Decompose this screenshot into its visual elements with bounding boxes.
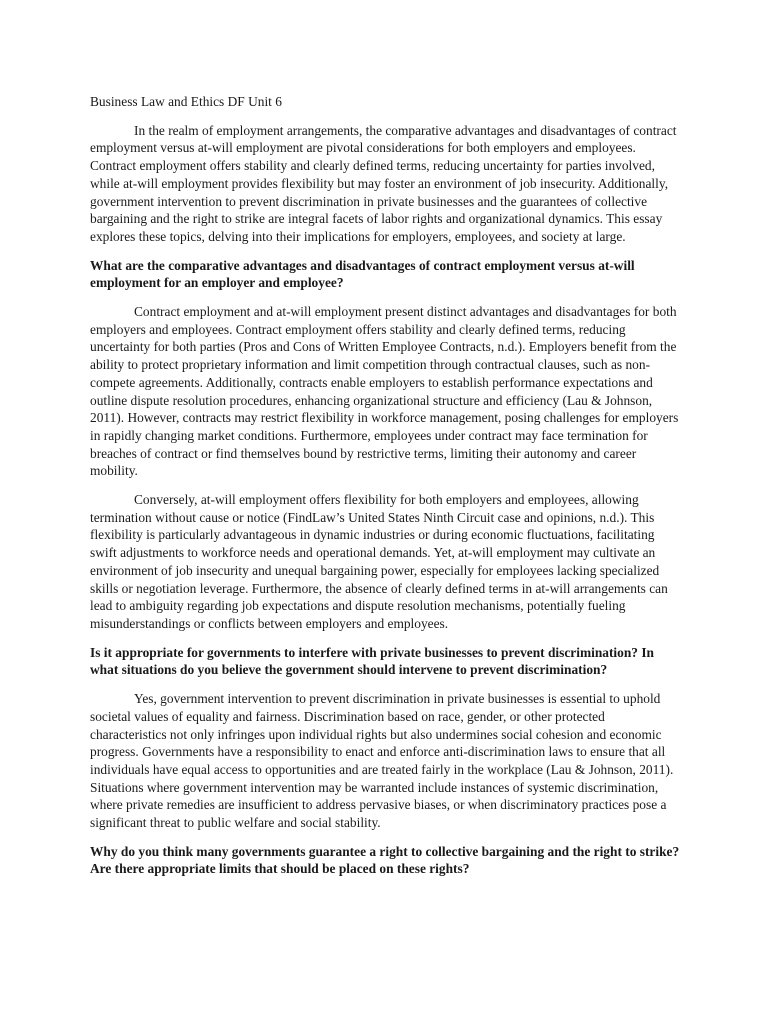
body-paragraph: Conversely, at-will employment offers flexibility for both employers and employees, allowing termination without cause or notice (FindLaw’s United States Ninth Circuit case and opinions, n.d.). This flexibility is particularly advantageous in dynamic industries or during economic fluctuations, facilitating swift adjustments to workforce needs and operational demands. Yet, at-will employment may cultivate an environment of job insecurity and unequal bargaining power, especially for employees lacking specialized skills or negotiation leverage. Furthermore, the absence of clearly defined terms in at-will arrangements can lead to ambiguity regarding job expectations and dispute resolution mechanisms, potentially fueling misunderstandings or conflicts between employers and employees. [90, 492, 668, 631]
body-paragraph: Yes, government intervention to prevent discrimination in private businesses is essential to uphold societal values of equality and fairness. Discrimination based on race, gender, or other protected characteristics not only infringes upon individual rights but also undermines social cohesion and economic progress. Governments have a responsibility to enact and enforce anti-discrimination laws to ensure that all individuals have equal access to opportunities and are treated fairly in the workplace (Lau & Johnson, 2011). Situations where government intervention may be warranted include instances of systemic discrimination, where private remedies are insufficient to address pervasive biases, or when discriminatory practices pose a significant threat to public welfare and social stability. [90, 691, 674, 831]
question-heading-3: Why do you think many governments guarantee a right to collective bargaining and the right to strike? Are there appropriate limits that should be placed on these rights? [90, 843, 680, 877]
document-page [90, 93, 680, 889]
intro-paragraph: In the realm of employment arrangements, the comparative advantages and disadvantages of contract employment versus at-will employment are pivotal considerations for both employers and employees. Contract employment offers stability and clearly defined terms, reducing uncertainty for parties involved, while at-will employment provides flexibility but may foster an environment of job insecurity. Additionally, government intervention to prevent discrimination in private businesses and the guarantees of collective bargaining and the right to strike are integral facets of labor rights and organizational dynamics. This essay explores these topics, delving into their implications for employers, employees, and society at large. [90, 122, 677, 244]
question-heading-2: Is it appropriate for governments to interfere with private businesses to prevent discrimination? In what situations do you believe the government should intervene to prevent discrimination? [90, 644, 654, 678]
body-paragraph: Contract employment and at-will employment present distinct advantages and disadvantages for both employers and employees. Contract employment offers stability and clearly defined terms, reducing uncertainty for both parties (Pros and Cons of Written Employee Contracts, n.d.). Employers benefit from the ability to protect proprietary information and limit competition through contractual clauses, such as non-compete agreements. Additionally, contracts enable employers to establish performance expectations and outline dispute resolution procedures, enhancing organizational structure and efficiency (Lau & Johnson, 2011). However, contracts may restrict flexibility in workforce management, posing challenges for employers in rapidly changing market conditions. Furthermore, employees under contract may face termination for breaches of contract or find themselves bound by restrictive terms, limiting their autonomy and career mobility. [90, 304, 679, 479]
document-title: Business Law and Ethics DF Unit 6 [90, 94, 282, 109]
question-heading-1: What are the comparative advantages and disadvantages of contract employment versus at-will employment for an employer and employee? [90, 257, 635, 291]
